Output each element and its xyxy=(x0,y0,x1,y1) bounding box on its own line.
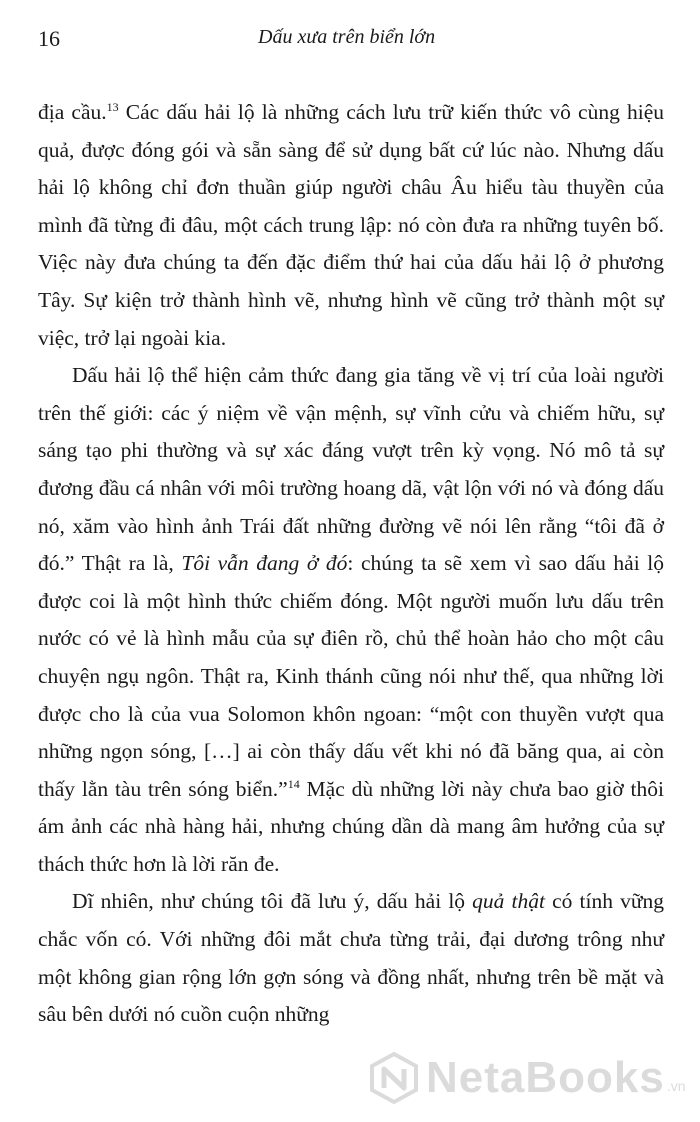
footnote-ref-13: 13 xyxy=(106,100,119,114)
running-title: Dấu xưa trên biển lớn xyxy=(258,26,436,48)
paragraph-2-text-c: Mặc dù những lời này chưa bao giờ thôi ám ảnh các nhà hàng hải, nhưng chúng dần dà mang âm hưởng của sự thách thức hơn là lời răn đe. xyxy=(38,776,664,876)
watermark-domain: .vn xyxy=(666,1078,686,1094)
page-header xyxy=(38,26,662,56)
paragraph-3-text-b: có tính vững chắc vốn có. Với những đôi mắt chưa từng trải, đại dương trông như một không gian rộng lớn gợn sóng và đồng nhất, nhưng trên bề mặt và sâu bên dưới nó cuồn cuộn những xyxy=(38,889,664,1027)
watermark-brand: NetaBooks xyxy=(426,1053,665,1102)
paragraph-3-text-a: Dĩ nhiên, như chúng tôi đã lưu ý, dấu hải lộ xyxy=(72,889,473,914)
paragraph-1-text-a: địa cầu. xyxy=(38,100,107,124)
page-number: 16 xyxy=(38,26,60,51)
footnote-ref-14: 14 xyxy=(287,776,300,791)
paragraph-1-text-b: Các dấu hải lộ là những cách lưu trữ kiến thức vô cùng hiệu quả, được đóng gói và sẵn sàng để sử dụng bất cứ lúc nào. Nhưng dấu hải lộ không chỉ đơn thuần giúp người châu Âu hiểu tàu thuyền của mình đã từng đi đâu, một cách trung lập: nó còn đưa ra những tuyên bố. Việc này đưa chúng ta đến đặc điểm thứ hai của dấu hải lộ ở phương Tây. Sự kiện trở thành hình vẽ, nhưng hình vẽ cũng trở thành một sự việc, trở lại ngoài kia. xyxy=(38,100,664,350)
netabooks-logo-icon xyxy=(368,1052,420,1104)
paragraph-2 xyxy=(38,357,664,883)
watermark xyxy=(368,1052,686,1104)
paragraph-2-text-b: : chúng ta sẽ xem vì sao dấu hải lộ được coi là một hình thức chiếm đóng. Một người muốn lưu dấu trên nước có vẻ là hình mẫu của sự điên rồ, chủ thể hoàn hảo cho một câu chuyện ngụ ngôn. Thật ra, Kinh thánh cũng nói như thế, qua những lời được cho là của vua Solomon khôn ngoan: “một con thuyền vượt qua những ngọn sóng, […] ai còn thấy dấu vết khi nó đã băng qua, ai còn thấy lằn tàu trên sóng biển.” xyxy=(38,551,665,801)
paragraph-3-italic: quả thật xyxy=(472,889,545,914)
paragraph-2-text-a: Dấu hải lộ thể hiện cảm thức đang gia tăng về vị trí của loài người trên thế giới: các ý niệm về vận mệnh, sự vĩnh cửu và chiếm hữu, sự sáng tạo phi thường và sự xác đáng vượt trên kỳ vọng. Nó mô tả sự đương đầu cá nhân với môi trường hoang dã, vật lộn với nó và đóng dấu nó, xăm vào hình ảnh Trái đất những đường vẽ nói lên rằng “tôi đã ở đó.” Thật ra là, xyxy=(38,363,664,576)
paragraph-3 xyxy=(38,883,664,1033)
body-text xyxy=(38,94,664,1034)
paragraph-2-italic: Tôi vẫn đang ở đó xyxy=(181,551,348,576)
paragraph-1 xyxy=(38,94,664,357)
